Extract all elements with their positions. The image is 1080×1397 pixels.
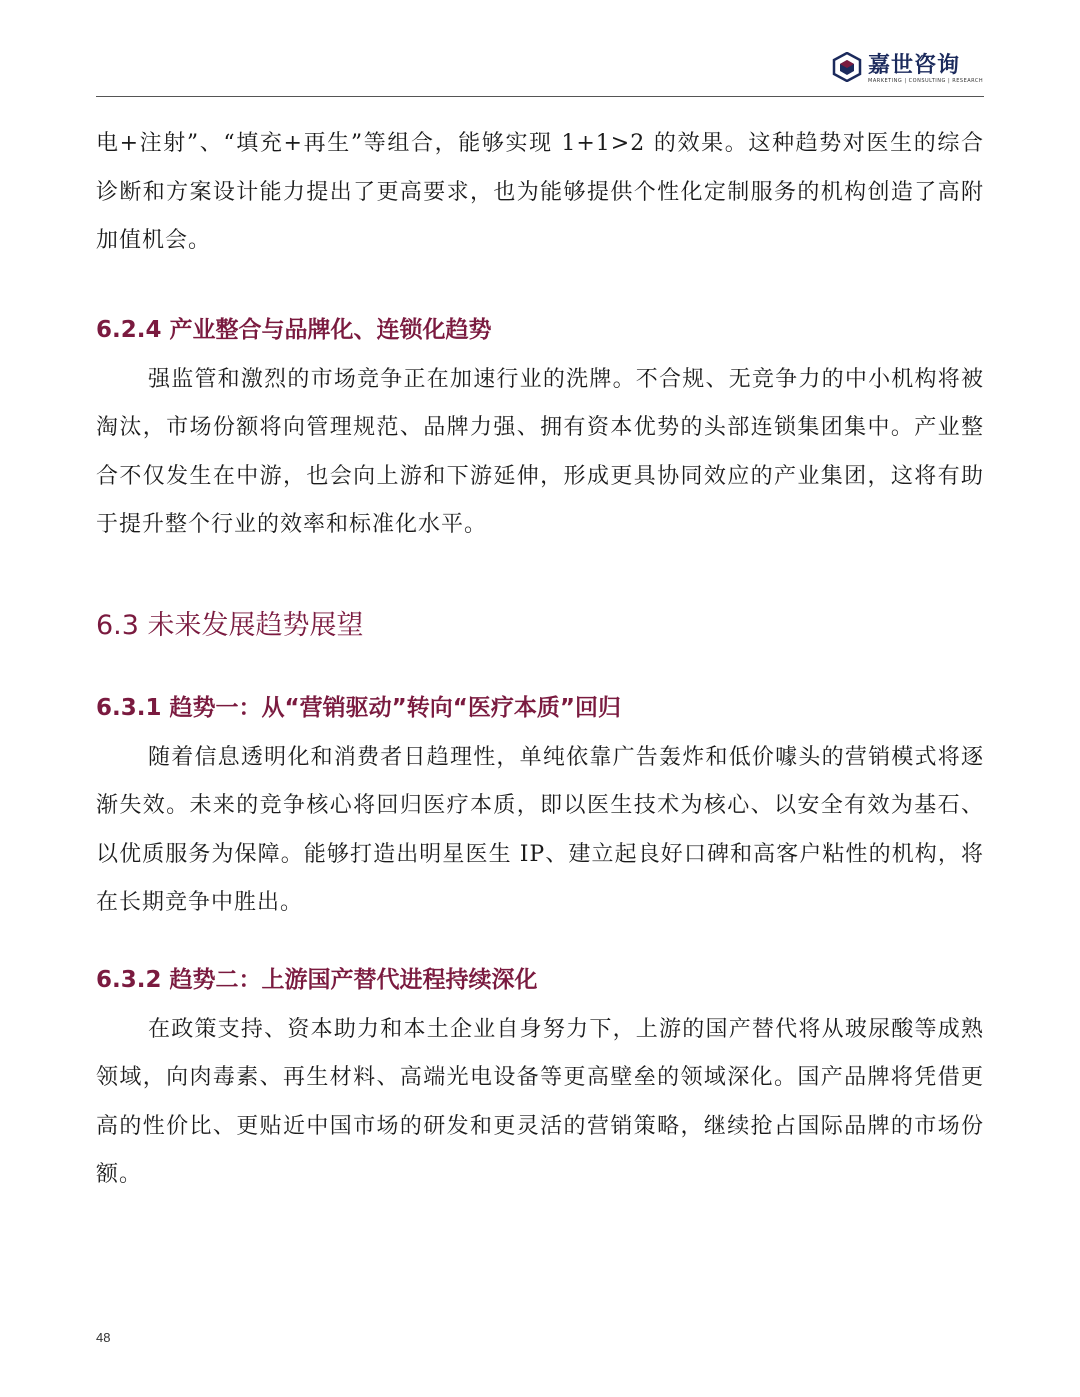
section-heading-6-3-1: 6.3.1 趋势一：从“营销驱动”转向“医疗本质”回归	[96, 694, 621, 721]
header-divider	[96, 96, 984, 97]
section-heading-6-3: 6.3 未来发展趋势展望	[96, 609, 364, 641]
section-heading-6-2-4: 6.2.4 产业整合与品牌化、连锁化趋势	[96, 316, 492, 343]
brand-name: 嘉世咨询	[868, 53, 961, 78]
section-heading-6-3-2: 6.3.2 趋势二：上游国产替代进程持续深化	[96, 966, 538, 993]
section-paragraph-6-3-2: 在政策支持、资本助力和本土企业自身努力下，上游的国产替代将从玻尿酸等成熟领域，向肉毒素、再生材料、高端光电设备等更高壁垒的领域深化。国产品牌将凭借更高的性价比、更贴近中国市场的研发和更灵活的营销策略，继续抢占国际品牌的市场份额。	[96, 1016, 984, 1187]
section-paragraph-6-2-4: 强监管和激烈的市场竞争正在加速行业的洗牌。不合规、无竞争力的中小机构将被淘汰，市场份额将向管理规范、品牌力强、拥有资本优势的头部连锁集团集中。产业整合不仅发生在中游，也会向上游和下游延伸，形成更具协同效应的产业集团，这将有助于提升整个行业的效率和标准化水平。	[96, 366, 984, 537]
intro-paragraph: 电+注射”、“填充+再生”等组合，能够实现 1+1>2 的效果。这种趋势对医生的综合诊断和方案设计能力提出了更高要求，也为能够提供个性化定制服务的机构创造了高附加值机会。	[96, 131, 984, 253]
brand-tagline: MARKETING | CONSULTING | RESEARCH	[868, 78, 984, 84]
page-number: 48	[96, 1330, 111, 1345]
document-body	[96, 120, 984, 1200]
section-paragraph-6-3-1: 随着信息透明化和消费者日趋理性，单纯依靠广告轰炸和低价噱头的营销模式将逐渐失效。未来的竞争核心将回归医疗本质，即以医生技术为核心、以安全有效为基石、以优质服务为保障。能够打造出明星医生 IP、建立起良好口碑和高客户粘性的机构，将在长期竞争中胜出。	[96, 744, 984, 915]
jiashi-cube-logo-icon	[832, 52, 862, 82]
brand-logo	[832, 48, 984, 88]
page-header	[96, 40, 984, 96]
